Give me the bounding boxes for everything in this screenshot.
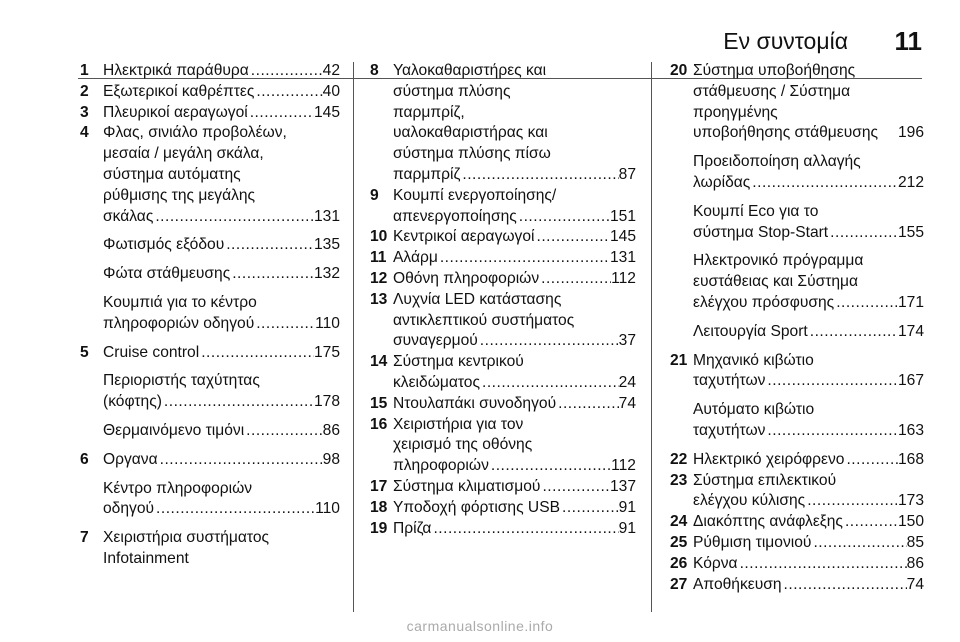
entry-text-line: ταχυτήτων ..... 163 bbox=[693, 421, 924, 442]
entry-text-line: Κέντρο πληροφοριών bbox=[103, 479, 253, 497]
entry-text-line: Χειριστήρια για τον bbox=[393, 415, 524, 433]
dot-leader bbox=[254, 82, 322, 103]
toc-entry bbox=[670, 512, 924, 533]
entry-text-line: Λυχνία LED κατάστασης bbox=[393, 290, 562, 308]
dot-leader bbox=[765, 421, 898, 442]
entry-text-line: υποβοήθησης στάθμευσης 196 bbox=[693, 123, 924, 144]
entry-number: 27 bbox=[670, 575, 688, 593]
entry-number: 21 bbox=[670, 351, 688, 369]
entry-page-ref: 86 bbox=[322, 421, 340, 439]
entry-text-line: Σύστημα κλιματισμού ..... 137 bbox=[393, 477, 636, 498]
entry-text-line: Πλευρικοί αεραγωγοί ..... 145 bbox=[103, 103, 340, 124]
toc-entry bbox=[80, 123, 340, 227]
entry-page-ref: 24 bbox=[618, 373, 636, 391]
entry-text-line: προηγμένης bbox=[693, 103, 778, 121]
entry-text-line: στάθμευσης / Σύστημα bbox=[693, 82, 851, 100]
entry-text-line: Infotainment bbox=[103, 549, 189, 567]
dot-leader bbox=[843, 512, 898, 533]
entry-text-line: πληροφοριών οδηγού ..... 110 bbox=[103, 314, 340, 335]
entry-page-ref: 85 bbox=[906, 533, 924, 551]
dot-leader bbox=[158, 450, 323, 471]
entry-text-line: Διακόπτης ανάφλεξης ..... 150 bbox=[693, 512, 924, 533]
entry-page-ref: 178 bbox=[313, 393, 340, 411]
entry-page-ref: 74 bbox=[618, 394, 636, 412]
section-title: Εν συντομία bbox=[723, 28, 848, 54]
entry-page-ref: 171 bbox=[897, 293, 924, 311]
toc-entry bbox=[670, 533, 924, 554]
dot-leader bbox=[431, 519, 618, 540]
entry-number: 26 bbox=[670, 554, 688, 572]
entry-text-line: λωρίδας ..... 212 bbox=[693, 173, 924, 194]
dot-leader bbox=[539, 269, 611, 290]
page-number: 11 bbox=[894, 26, 922, 56]
entry-number: 7 bbox=[80, 529, 89, 547]
dot-leader bbox=[249, 61, 323, 82]
entry-number: 19 bbox=[370, 519, 388, 537]
entry-number: 22 bbox=[670, 450, 688, 468]
entry-text-line: Πρίζα ..... 91 bbox=[393, 519, 636, 540]
toc-entry bbox=[670, 61, 924, 144]
entry-number: 23 bbox=[670, 471, 688, 489]
dot-leader bbox=[540, 477, 610, 498]
entry-page-ref: 163 bbox=[897, 421, 924, 439]
entry-text-line: Υποδοχή φόρτισης USB ..... 91 bbox=[393, 498, 636, 519]
entry-number: 11 bbox=[370, 249, 387, 267]
page-header bbox=[0, 28, 960, 58]
toc-entry bbox=[670, 322, 924, 343]
toc-entry bbox=[370, 290, 636, 352]
toc-entry bbox=[670, 450, 924, 471]
toc-column-3 bbox=[670, 61, 924, 595]
entry-text-line: ταχυτήτων ..... 167 bbox=[693, 371, 924, 392]
entry-text-line: Ηλεκτρικό χειρόφρενο ..... 168 bbox=[693, 450, 924, 471]
column-divider bbox=[353, 62, 354, 612]
entry-page-ref: 91 bbox=[618, 498, 636, 516]
entry-text-line: Οργανα ..... 98 bbox=[103, 450, 340, 471]
entry-text-line: ευστάθειας και Σύστημα bbox=[693, 273, 859, 291]
entry-page-ref: 37 bbox=[618, 332, 636, 350]
toc-entry bbox=[370, 227, 636, 248]
entry-text-line: Κουμπί ενεργοποίησης/ bbox=[393, 186, 557, 204]
dot-leader bbox=[750, 173, 898, 194]
toc-entry bbox=[370, 519, 636, 540]
dot-leader bbox=[844, 450, 898, 471]
entry-number: 3 bbox=[80, 103, 89, 121]
entry-text-line: Θερμαινόμενο τιμόνι ..... 86 bbox=[103, 421, 340, 442]
entry-text-line: Κόρνα ..... 86 bbox=[693, 554, 924, 575]
entry-text-line: Κουμπί Eco για το bbox=[693, 202, 819, 220]
entry-text-line: Ηλεκτρονικό πρόγραμμα bbox=[693, 252, 864, 270]
entry-number: 12 bbox=[370, 269, 388, 287]
entry-number: 20 bbox=[670, 62, 688, 79]
entry-text-line: ρύθμισης της μεγάλης bbox=[103, 186, 256, 204]
toc-entry bbox=[80, 82, 340, 103]
entry-number: 25 bbox=[670, 533, 688, 551]
dot-leader bbox=[556, 394, 619, 415]
entry-page-ref: 110 bbox=[315, 500, 340, 518]
entry-text-line: απενεργοποίησης ..... 151 bbox=[393, 207, 636, 228]
entry-text-line: ελέγχου κύλισης ..... 173 bbox=[693, 491, 924, 512]
toc-entry bbox=[670, 351, 924, 393]
entry-number: 5 bbox=[80, 343, 89, 361]
entry-page-ref: 112 bbox=[611, 457, 636, 475]
entry-page-ref: 168 bbox=[897, 450, 924, 468]
entry-number: 17 bbox=[370, 477, 388, 495]
entry-page-ref: 174 bbox=[897, 322, 924, 340]
entry-number: 8 bbox=[370, 62, 379, 79]
entry-page-ref: 131 bbox=[609, 249, 636, 267]
entry-text-line: οδηγού ..... 110 bbox=[103, 499, 340, 520]
dot-leader bbox=[199, 343, 314, 364]
entry-page-ref: 145 bbox=[609, 228, 636, 246]
dot-leader bbox=[438, 248, 610, 269]
entry-number: 13 bbox=[370, 290, 388, 308]
entry-text-line: σκάλας ..... 131 bbox=[103, 207, 340, 228]
toc-entry bbox=[80, 103, 340, 124]
entry-text-line: Σύστημα υποβοήθησης bbox=[693, 62, 856, 79]
toc-entry bbox=[370, 61, 636, 186]
entry-text-line: Φώτα στάθμευσης ..... 132 bbox=[103, 264, 340, 285]
dot-leader bbox=[480, 373, 619, 394]
dot-leader bbox=[805, 491, 898, 512]
entry-text-line: Ρύθμιση τιμονιού ..... 85 bbox=[693, 533, 924, 554]
entry-text-line: Υαλοκαθαριστήρες και bbox=[393, 62, 547, 79]
entry-text-line: Cruise control ..... 175 bbox=[103, 343, 340, 364]
entry-text-line: αντικλεπτικού συστήματος bbox=[393, 311, 575, 329]
toc-entry bbox=[670, 575, 924, 596]
toc-entry bbox=[370, 498, 636, 519]
entry-page-ref: 86 bbox=[906, 554, 924, 572]
dot-leader bbox=[244, 421, 322, 442]
entry-text-line: Αποθήκευση ..... 74 bbox=[693, 575, 924, 596]
entry-text-line: συναγερμού ..... 37 bbox=[393, 331, 636, 352]
toc-entry bbox=[370, 186, 636, 228]
dot-leader bbox=[738, 554, 907, 575]
toc-entry bbox=[670, 471, 924, 513]
dot-leader bbox=[153, 207, 314, 228]
entry-page-ref: 135 bbox=[313, 236, 340, 254]
dot-leader bbox=[834, 293, 898, 314]
entry-page-ref: 155 bbox=[897, 223, 924, 241]
toc-entry bbox=[370, 394, 636, 415]
dot-leader bbox=[808, 322, 898, 343]
entry-text-line: σύστημα πλύσης bbox=[393, 82, 511, 100]
entry-page-ref: 40 bbox=[322, 82, 340, 100]
dot-leader bbox=[517, 207, 610, 228]
entry-text-line: (κόφτης) ..... 178 bbox=[103, 392, 340, 413]
entry-text-line: κλειδώματος ..... 24 bbox=[393, 373, 636, 394]
entry-text-line: Φλας, σινιάλο προβολέων, bbox=[103, 124, 287, 142]
entry-text-line: χειρισμό της οθόνης bbox=[393, 436, 533, 454]
toc-entry bbox=[370, 415, 636, 477]
entry-text-line: Αλάρμ ..... 131 bbox=[393, 248, 636, 269]
entry-text-line: παρμπρίζ ..... 87 bbox=[393, 165, 636, 186]
entry-page-ref: 87 bbox=[618, 165, 636, 183]
toc-entry bbox=[80, 371, 340, 413]
dot-leader bbox=[224, 235, 314, 256]
toc-entry bbox=[670, 202, 924, 244]
entry-page-ref: 196 bbox=[897, 124, 924, 142]
toc-entry bbox=[370, 269, 636, 290]
dot-leader bbox=[534, 227, 609, 248]
entry-page-ref: 74 bbox=[906, 575, 924, 593]
dot-leader bbox=[560, 498, 619, 519]
dot-leader bbox=[478, 331, 619, 352]
entry-number: 16 bbox=[370, 415, 388, 433]
entry-page-ref: 151 bbox=[609, 207, 636, 225]
toc-entry bbox=[80, 479, 340, 521]
toc-entry bbox=[370, 477, 636, 498]
dot-leader bbox=[154, 499, 315, 520]
dot-leader bbox=[248, 103, 314, 124]
toc-entry bbox=[80, 293, 340, 335]
entry-text-line: πληροφοριών ..... 112 bbox=[393, 456, 636, 477]
entry-text-line: Οθόνη πληροφοριών ..... 112 bbox=[393, 269, 636, 290]
entry-text-line: παρμπρίζ, bbox=[393, 103, 465, 121]
dot-leader bbox=[489, 456, 611, 477]
toc-entry bbox=[80, 235, 340, 256]
entry-page-ref: 91 bbox=[618, 519, 636, 537]
entry-page-ref: 145 bbox=[313, 103, 340, 121]
toc-entry bbox=[670, 400, 924, 442]
toc-entry bbox=[80, 421, 340, 442]
dot-leader bbox=[162, 392, 314, 413]
entry-text-line: υαλοκαθαριστήρας και bbox=[393, 124, 548, 142]
entry-page-ref: 137 bbox=[609, 477, 636, 495]
toc-column-2 bbox=[370, 61, 636, 539]
entry-text-line: Λειτουργία Sport ..... 174 bbox=[693, 322, 924, 343]
dot-leader bbox=[765, 371, 898, 392]
toc-entry bbox=[370, 352, 636, 394]
entry-text-line: Κεντρικοί αεραγωγοί ..... 145 bbox=[393, 227, 636, 248]
entry-text-line: μεσαία / μεγάλη σκάλα, bbox=[103, 145, 264, 163]
entry-number: 4 bbox=[80, 124, 89, 142]
toc-entry bbox=[670, 152, 924, 194]
entry-page-ref: 42 bbox=[322, 62, 340, 79]
entry-text-line: Σύστημα κεντρικού bbox=[393, 353, 524, 371]
toc-entry bbox=[80, 450, 340, 471]
entry-text-line: Αυτόματο κιβώτιο bbox=[693, 401, 815, 419]
toc-entry bbox=[80, 528, 340, 570]
toc-entry bbox=[80, 343, 340, 364]
entry-text-line: Σύστημα επιλεκτικού bbox=[693, 471, 837, 489]
toc-column-1 bbox=[80, 61, 340, 570]
entry-page-ref: 173 bbox=[897, 492, 924, 510]
entry-page-ref: 150 bbox=[897, 513, 924, 531]
entry-page-ref: 175 bbox=[313, 343, 340, 361]
entry-text-line: Προειδοποίηση αλλαγής bbox=[693, 153, 861, 171]
dot-leader bbox=[230, 264, 314, 285]
entry-number: 1 bbox=[80, 62, 89, 79]
dot-leader bbox=[811, 533, 906, 554]
entry-number: 2 bbox=[80, 82, 89, 100]
dot-leader bbox=[782, 575, 907, 596]
entry-text-line: σύστημα πλύσης πίσω bbox=[393, 145, 551, 163]
entry-page-ref: 131 bbox=[313, 207, 340, 225]
entry-page-ref: 167 bbox=[897, 372, 924, 390]
toc-entry bbox=[80, 61, 340, 82]
entry-text-line: σύστημα Stop-Start ..... 155 bbox=[693, 223, 924, 244]
entry-number: 6 bbox=[80, 450, 89, 468]
entry-text-line: Μηχανικό κιβώτιο bbox=[693, 351, 814, 369]
toc-entry bbox=[670, 251, 924, 313]
dot-leader bbox=[460, 165, 618, 186]
entry-number: 15 bbox=[370, 394, 388, 412]
entry-text-line: Περιοριστής ταχύτητας bbox=[103, 372, 260, 390]
entry-text-line: Εξωτερικοί καθρέπτες ..... 40 bbox=[103, 82, 340, 103]
dot-leader bbox=[254, 314, 315, 335]
dot-leader bbox=[828, 223, 898, 244]
entry-page-ref: 110 bbox=[315, 314, 340, 332]
column-divider bbox=[651, 62, 652, 612]
entry-text-line: Χειριστήρια συστήματος bbox=[103, 529, 270, 547]
watermark: carmanualsonline.info bbox=[406, 618, 554, 634]
toc-entry bbox=[80, 264, 340, 285]
entry-number: 18 bbox=[370, 498, 388, 516]
entry-page-ref: 212 bbox=[897, 173, 924, 191]
entry-text-line: Φωτισμός εξόδου ..... 135 bbox=[103, 235, 340, 256]
entry-number: 10 bbox=[370, 228, 388, 246]
toc-entry bbox=[370, 248, 636, 269]
entry-text-line: σύστημα αυτόματης bbox=[103, 165, 241, 183]
entry-text-line: Κουμπιά για το κέντρο bbox=[103, 293, 257, 311]
entry-page-ref: 112 bbox=[611, 269, 636, 287]
entry-number: 14 bbox=[370, 353, 388, 371]
entry-text-line: Ηλεκτρικά παράθυρα ..... 42 bbox=[103, 61, 340, 82]
entry-page-ref: 98 bbox=[322, 450, 340, 468]
entry-page-ref: 132 bbox=[313, 265, 340, 283]
entry-text-line: ελέγχου πρόσφυσης ..... 171 bbox=[693, 293, 924, 314]
entry-number: 9 bbox=[370, 186, 379, 204]
entry-number: 24 bbox=[670, 513, 688, 531]
entry-text-line: Ντουλαπάκι συνοδηγού ..... 74 bbox=[393, 394, 636, 415]
toc-entry bbox=[670, 554, 924, 575]
